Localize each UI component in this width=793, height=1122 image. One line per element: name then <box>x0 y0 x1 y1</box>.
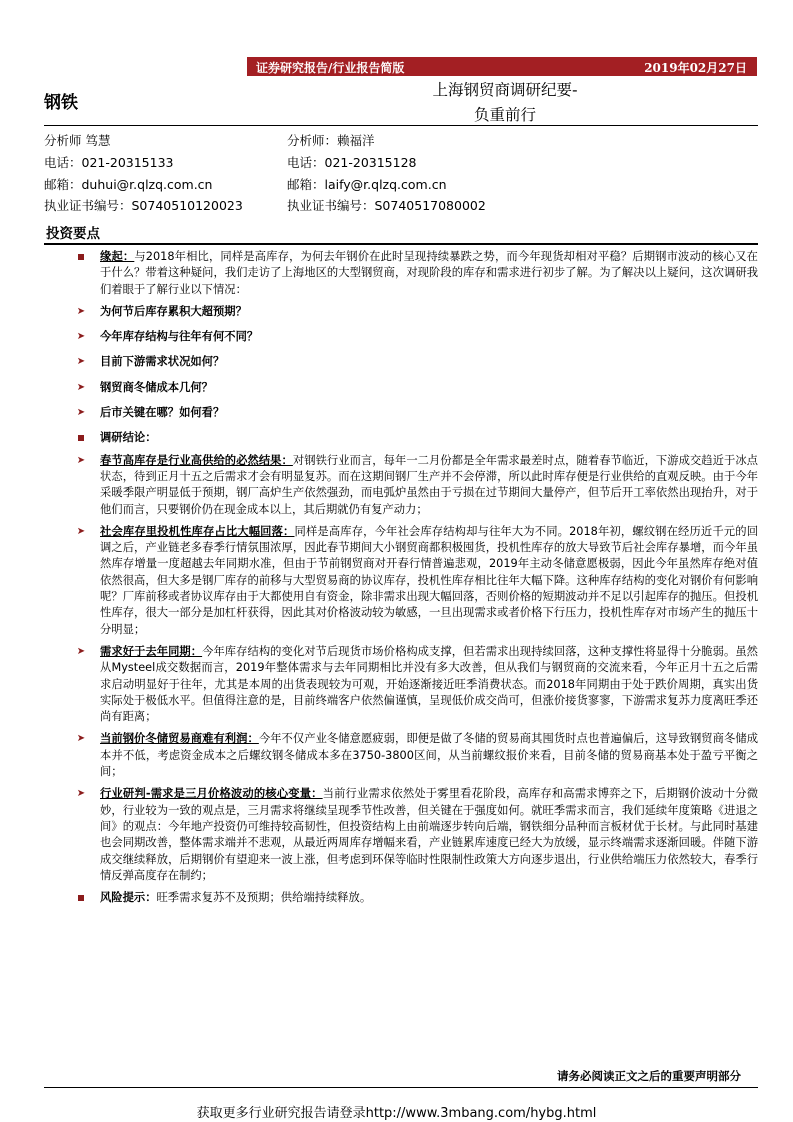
arrow-bullet-icon: ➤ <box>76 407 86 419</box>
industry-label: 钢铁 <box>44 93 78 113</box>
intro-lead: 缘起： <box>100 250 135 263</box>
analyst-1-phone: 电话：021-20315133 <box>44 155 174 170</box>
conclusion-text: 当前行业需求依然处于雾里看花阶段，高库存和高需求博弈之下，后期钢价波动十分微妙，行业较为一致的观点是，三月需求将继续呈现季节性改善，但关键在于强度如何。就旺季需求而言，我们延续年度策略《进退之间》的观点：今年地产投资仍可维持较高韧性，但投资结构上由前端逐步转向后端，钢铁细分品种而言板材优于长材。与此同时基建也会同期改善，整体需求端并不悲观，从最近两周库存增幅来看，产业链累库速度已经大为放缓，显示终端需求逐渐回暖。伴随下游成交继续释放，后期钢价有望迎来一波上涨，但考虑到环保等临时性限制性政策大方向逐步退出，行业供给端压力依然较大，春季行情反弹高度存在制约； <box>100 787 758 882</box>
conclusion-lead: 行业研判-需求是三月价格波动的核心变量： <box>100 787 323 801</box>
question-item <box>74 304 758 320</box>
key-points-content <box>74 249 758 912</box>
arrow-bullet-icon: ➤ <box>76 331 86 343</box>
question-text: 为何节后库存累积大超预期？ <box>100 304 247 318</box>
conclusion-item <box>74 644 758 725</box>
question-text: 后市关键在哪？如何看？ <box>100 406 225 420</box>
arrow-bullet-icon: ➤ <box>76 525 86 537</box>
analyst-2-license: 执业证书编号：S0740517080002 <box>287 198 486 213</box>
analyst-2-email[interactable]: 邮箱：laify@r.qlzq.com.cn <box>287 177 447 192</box>
footer-divider <box>44 1087 758 1088</box>
question-item <box>74 329 758 345</box>
title-divider <box>44 125 758 126</box>
conclusion-text: 今年库存结构的变化对节后现货市场价格构成支撑，但若需求出现持续回落，这种支撑性将显得十分脆弱。虽然从Mysteel成交数据而言，2019年整体需求与去年同期相比并没有多大改善，但从我们与钢贸商的交流来看，今年正月十五之后需求启动明显好于往年，尤其是本周的出货表现较为可观，开始逐渐接近旺季消费状态。而2018年同期由于处于跌价周期，真实出货实际处于极低水平。但值得注意的是，目前终端客户依然偏谨慎，呈现低价成交尚可，但涨价接货寥寥，下游需求复苏力度离旺季还尚有距离； <box>100 644 758 724</box>
conclusion-text: 今年不仅产业冬储意愿疲弱，即便是做了冬储的贸易商其囤货时点也普遍偏后，这导致钢贸商冬储成本并不低，考虑资金成本之后螺纹钢冬储成本多在3750-3800区间，从当前螺纹报价来看，目前冬储的贸易商基本处于盈亏平衡之间； <box>100 732 758 779</box>
conclusion-lead: 需求好于去年同期： <box>100 644 203 658</box>
risk-lead: 风险提示： <box>100 891 157 905</box>
arrow-bullet-icon: ➤ <box>76 356 86 368</box>
arrow-bullet-icon: ➤ <box>76 305 86 317</box>
analyst-1-license: 执业证书编号：S0740510120023 <box>44 198 243 213</box>
conclusion-text: 对钢铁行业而言，每年一二月份都是全年需求最差时点，随着春节临近，下游成交趋近于冰点状态，待到正月十五之后需求才会有明显复苏。而在这期间钢厂生产并不会停滞，所以此时库存便是行业供给的直观反映。由于今年采暖季限产明显低于预期，钢厂高炉生产依然强劲，而电弧炉虽然由于亏损在过节期间大量停产，但节后开工率依然出现抬升，对于他们而言，只要钢价仍在现金成本以上，其后期就仍有复产动力； <box>100 453 758 516</box>
conclusion-header-item <box>74 430 758 446</box>
report-type: 证券研究报告/行业报告简版 <box>256 61 405 75</box>
question-text: 钢贸商冬储成本几何？ <box>100 380 213 394</box>
arrow-bullet-icon: ➤ <box>76 733 86 745</box>
analyst-1-email[interactable]: 邮箱：duhui@r.qlzq.com.cn <box>44 177 213 192</box>
report-title-line1: 上海钢贸商调研纪要- <box>432 81 578 99</box>
conclusion-label: 调研结论： <box>100 431 157 445</box>
question-text: 今年库存结构与往年有何不同？ <box>100 330 259 344</box>
report-header-bar <box>247 57 757 76</box>
intro-text: 与2018年相比，同样是高库存，为何去年钢价在此时呈现持续暴跌之势，而今年现货却相对平稳？后期钢市波动的核心又在于什么？带着这种疑问，我们走访了上海地区的大型钢贸商，对现阶段的库存和需求进行初步了解。为了解决以上疑问，这次调研我们着眼于了解行业以下情况： <box>100 250 758 296</box>
report-title-line2: 负重前行 <box>473 106 536 124</box>
conclusion-item <box>74 453 758 518</box>
analyst-1-name: 分析师 笃慧 <box>44 133 111 148</box>
conclusion-lead: 春节高库存是行业高供给的必然结果： <box>100 453 293 467</box>
disclaimer-note: 请务必阅读正文之后的重要声明部分 <box>557 1069 741 1083</box>
report-date: 2019年02月27日 <box>644 61 747 75</box>
risk-text: 旺季需求复苏不及预期；供给端持续释放。 <box>156 891 372 905</box>
arrow-bullet-icon: ➤ <box>76 454 86 466</box>
square-bullet-icon <box>74 890 88 906</box>
promo-link[interactable]: 获取更多行业研究报告请登录http://www.3mbang.com/hybg.html <box>196 1106 597 1121</box>
question-item <box>74 405 758 421</box>
conclusion-item <box>74 524 758 638</box>
question-item <box>74 380 758 396</box>
analyst-2-phone: 电话：021-20315128 <box>287 155 417 170</box>
question-text: 目前下游需求状况如何？ <box>100 355 225 369</box>
square-bullet-icon <box>74 249 88 265</box>
arrow-bullet-icon: ➤ <box>76 645 86 657</box>
analyst-2-name: 分析师：赖福洋 <box>287 133 375 148</box>
conclusion-item <box>74 786 758 884</box>
conclusion-text: 同样是高库存，今年社会库存结构却与往年大为不同。2018年初，螺纹钢在经历近千元的回调之后，产业链老多春季行情氛围浓厚，因此春节期间大小钢贸商都积极囤货，投机性库存的放大导致节后社会库存暴增，而今年虽然库存增量一度超越去年同期水准，但由于节前钢贸商对开春行情普遍悲观，2019年主动冬储意愿极弱，因此今年虽然库存绝对值依然很高，但大多是钢厂库存的前移与大型贸易商的协议库存，投机性库存相比往年大幅下降。这种库存结构的变化对钢价有何影响呢？厂库前移或者协议库存由于大都使用自有资金，除非需求出现大幅回落，否则价格的短期波动并不足以引起库存的抛压。但投机性库存，很大一部分是加杠杆获得，因此其对价格波动较为敏感，一旦出现需求或者价格下行压力，投机性库存对市场产生的抛压十分明显； <box>100 524 758 636</box>
square-bullet-icon <box>74 430 88 446</box>
conclusion-lead: 社会库存里投机性库存占比大幅回落： <box>100 524 295 538</box>
risk-item <box>74 890 758 906</box>
intro-item <box>74 249 758 298</box>
arrow-bullet-icon: ➤ <box>76 381 86 393</box>
arrow-bullet-icon: ➤ <box>76 788 86 800</box>
section-header <box>44 221 758 245</box>
question-item <box>74 354 758 370</box>
conclusion-lead: 当前钢价冬储贸易商难有利润： <box>100 732 259 746</box>
section-title: 投资要点 <box>46 226 100 242</box>
conclusion-item <box>74 731 758 780</box>
